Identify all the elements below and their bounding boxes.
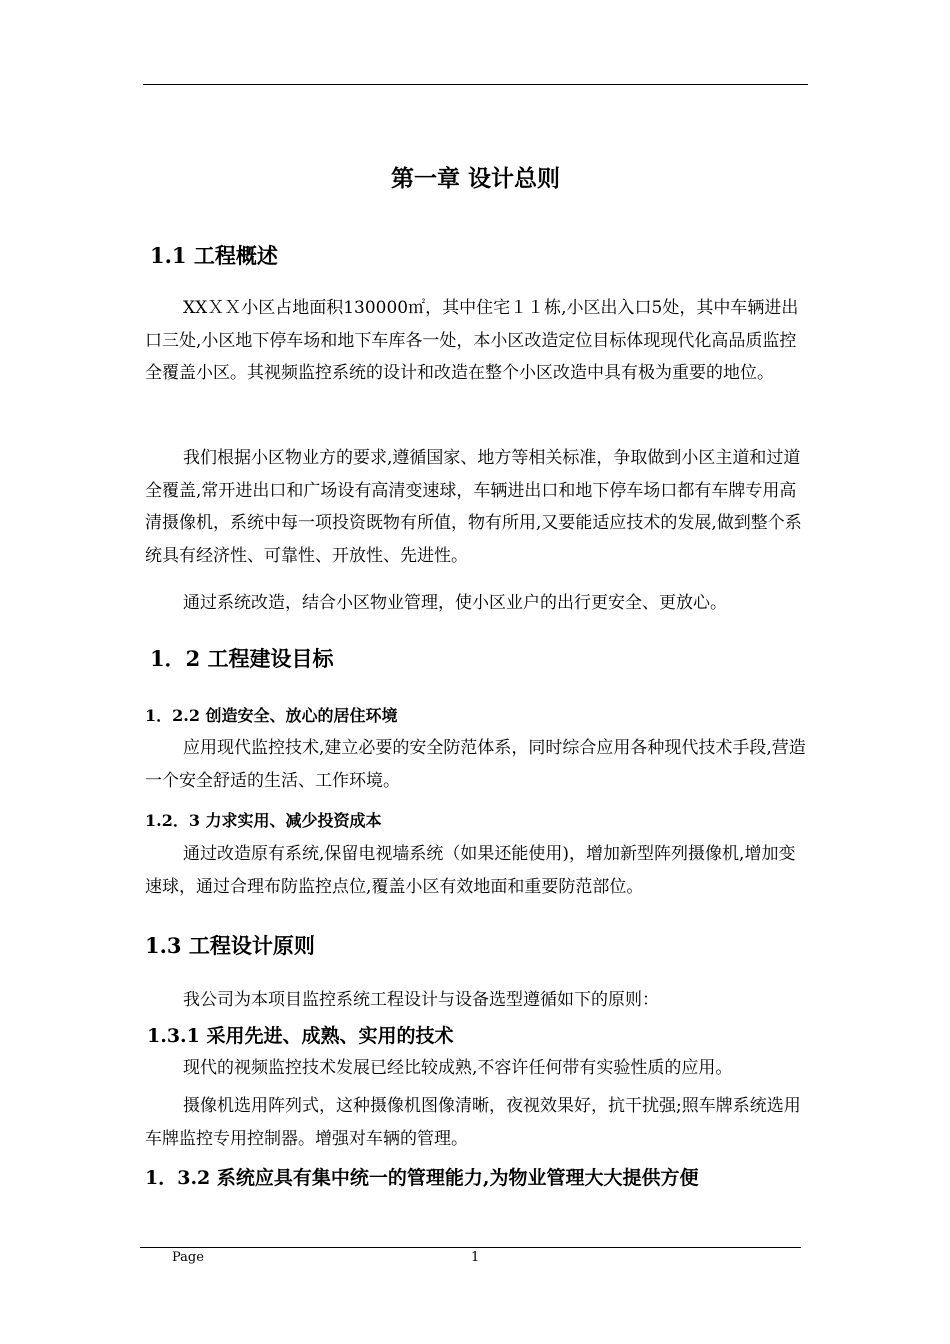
paragraph: 通过改造原有系统,保留电视墙系统（如果还能使用)，增加新型阵列摄像机,增加变速球，通过合理布防监控点位,覆盖小区有效地面和重要防范部位。: [145, 844, 796, 897]
paragraph: 我们根据小区物业方的要求,遵循国家、地方等相关标准，争取做到小区主道和过道全覆盖,常开进出口和广场设有高清变速球，车辆进出口和地下停车场口都有车牌专用高清摄像机，系统中每一项投资既物有所值，物有所用,又要能适应技术的发展,做到整个系统具有经济性、可靠性、开放性、先进性。: [145, 448, 802, 566]
footer-page-number: 1: [471, 1250, 480, 1265]
paragraph: 现代的视频监控技术发展已经比较成熟,不容许任何带有实验性质的应用。: [183, 1058, 733, 1078]
paragraph: 摄像机选用阵列式，这种摄像机图像清晰，夜视效果好，抗干扰强;照车牌系统选用车牌监控专用控制器。增强对车辆的管理。: [145, 1096, 801, 1149]
section-heading-1-1: 1.1 工程概述: [150, 243, 278, 268]
footer-page-label: Page: [172, 1250, 204, 1265]
paragraph: 通过系统改造，结合小区物业管理，使小区业户的出行更安全、更放心。: [183, 593, 727, 613]
header-rule: [143, 84, 808, 85]
subsection-heading-1-3-2: 1．3.2 系统应具有集中统一的管理能力,为物业管理大大提供方便: [145, 1167, 699, 1189]
footer-rule: [140, 1247, 801, 1248]
paragraph: 我公司为本项目监控系统工程设计与设备选型遵循如下的原则：: [183, 990, 659, 1010]
chapter-title: 第一章 设计总则: [390, 165, 560, 192]
section-heading-1-3: 1.3 工程设计原则: [145, 933, 315, 958]
section-heading-1-2: 1．2 工程建设目标: [150, 646, 334, 671]
subsection-heading-1-3-1: 1.3.1 采用先进、成熟、实用的技术: [147, 1025, 454, 1047]
paragraph: 应用现代监控技术,建立必要的安全防范体系，同时综合应用各种现代技术手段,营造一个安全舒适的生活、工作环境。: [145, 738, 806, 791]
subsection-heading-1-2-3: 1.2．3 力求实用、减少投资成本: [145, 811, 382, 830]
subsection-heading-1-2-2: 1．2.2 创造安全、放心的居住环境: [145, 706, 398, 725]
paragraph: XXＸＸ小区占地面积130000㎡，其中住宅１１栋,小区出入口5处，其中车辆进出口三处,小区地下停车场和地下车库各一处，本小区改造定位目标体现现代化高品质监控全覆盖小区。其视频监控系统的设计和改造在整个小区改造中具有极为重要的地位。: [145, 298, 799, 383]
